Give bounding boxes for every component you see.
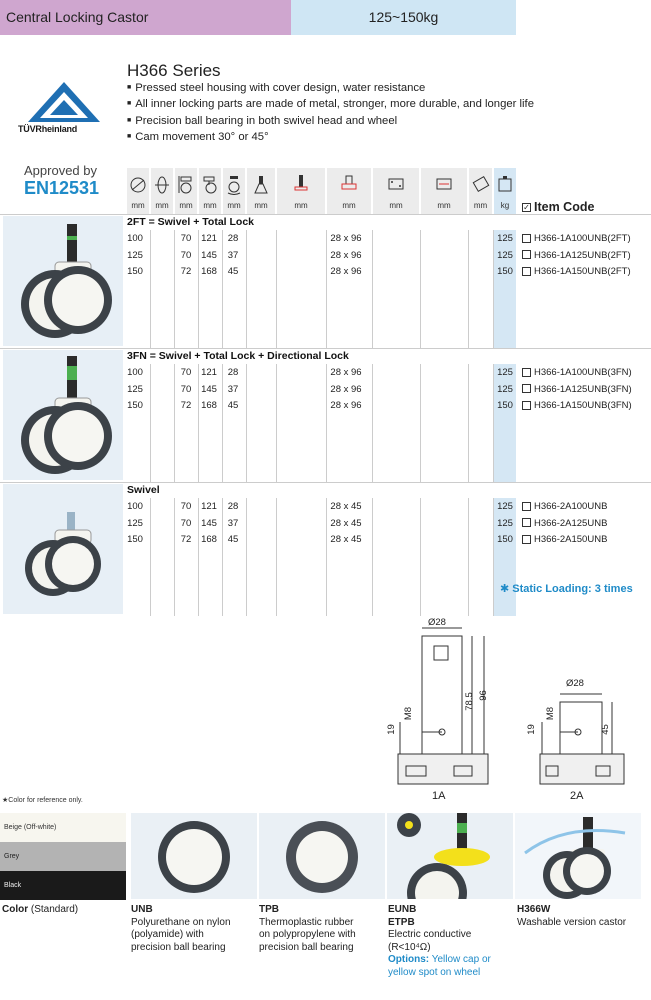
cell-load: 150 <box>497 400 513 411</box>
dim-diameter: Ø28 <box>428 617 446 628</box>
approval-standard: EN12531 <box>24 178 100 198</box>
item-code-text: H366-2A150UNB <box>534 534 608 545</box>
unit-label: mm <box>254 201 268 210</box>
grid-line <box>174 498 175 616</box>
grid-line <box>276 230 277 348</box>
feature-item: ■ Precision ball bearing in both swivel head and wheel <box>127 114 534 130</box>
header-category-title: Central Locking Castor <box>6 9 149 25</box>
cell-diameter: 125 <box>127 517 143 529</box>
grid-line <box>372 230 373 348</box>
cell-diameter: 100 <box>127 501 143 512</box>
unit-label: mm <box>179 201 193 210</box>
color-caption: Color (Standard) <box>2 904 79 915</box>
plate-height-icon <box>252 173 270 195</box>
cell-width: 70 <box>180 233 192 244</box>
item-code-text: H366-1A100UNB(3FN) <box>534 367 632 378</box>
cell-plate: 28 x 96 <box>330 266 362 277</box>
grid-line <box>326 364 327 482</box>
item-checkbox[interactable] <box>522 368 531 377</box>
item-code[interactable] <box>522 400 632 411</box>
cell-width: 72 <box>180 534 192 545</box>
item-checkbox[interactable] <box>522 384 531 393</box>
item-code-text: H366-1A150UNB(3FN) <box>534 400 632 411</box>
dim-label: 19 <box>385 724 397 735</box>
section-title: Swivel <box>127 484 160 496</box>
grid-line <box>246 230 247 348</box>
cell-offset: 45 <box>227 266 239 277</box>
item-code-text: H366-1A100UNB(2FT) <box>534 233 631 244</box>
cell-width: 72 <box>180 400 192 411</box>
cell-height: 121 <box>201 367 217 378</box>
wheel-unb-icon <box>131 813 257 899</box>
color-note: ★Color for reference only. <box>2 797 83 804</box>
item-code[interactable] <box>522 367 632 378</box>
load-column-band <box>494 364 516 482</box>
grid-line <box>246 498 247 616</box>
grid-line <box>150 498 151 616</box>
unit-label: mm <box>473 201 488 210</box>
plate-size-icon <box>340 173 358 195</box>
item-code[interactable] <box>522 384 632 395</box>
cell-load: 125 <box>497 501 513 512</box>
cell-height: 121 <box>201 501 217 512</box>
swatch-black: Black <box>0 871 126 900</box>
hole-size-icon <box>472 173 490 195</box>
castor-image-2ft <box>3 216 123 346</box>
castor-image-swivel <box>3 484 123 614</box>
cell-width: 72 <box>180 266 192 277</box>
col-swivel-radius <box>223 168 245 214</box>
wheel-width-icon <box>153 173 171 195</box>
grid-line <box>150 364 151 482</box>
swivel-offset-icon <box>201 173 219 195</box>
cell-offset: 37 <box>227 383 239 395</box>
cell-plate: 28 x 45 <box>330 517 362 529</box>
grid-line <box>246 364 247 482</box>
header-load-band <box>291 0 516 35</box>
cell-height: 145 <box>201 383 217 395</box>
feature-item: ■ All inner locking parts are made of metal, stronger, more durable, and longer life <box>127 97 534 113</box>
grid-line <box>222 364 223 482</box>
feature-item: ■ Pressed steel housing with cover design, water resistance <box>127 81 534 97</box>
col-offset <box>199 168 221 214</box>
item-code-text: H366-1A125UNB(2FT) <box>534 249 631 261</box>
checkbox-icon: ✓ <box>523 203 530 213</box>
cell-diameter: 100 <box>127 233 143 244</box>
dim-label: M8 <box>545 706 557 721</box>
section-title: 3FN = Swivel + Total Lock + Directional Lock <box>127 350 349 362</box>
material-unb: UNB Polyurethane on nylon (polyamide) with precision ball bearing <box>131 904 231 953</box>
item-checkbox[interactable] <box>522 250 531 259</box>
cell-plate: 28 x 96 <box>330 249 362 261</box>
grid-line <box>372 498 373 616</box>
cell-offset: 45 <box>227 400 239 411</box>
cell-width: 70 <box>180 517 192 529</box>
castor-swivel-icon <box>3 484 123 614</box>
swivel-radius-icon <box>225 173 243 195</box>
load-column-band <box>494 230 516 348</box>
col-plate-size <box>327 168 371 214</box>
grid-line <box>198 364 199 482</box>
item-code-text: H366-1A150UNB(2FT) <box>534 266 631 277</box>
unit-label: mm <box>131 201 145 210</box>
grid-line <box>468 364 469 482</box>
cell-diameter: 125 <box>127 249 143 261</box>
thumb-eunb <box>387 813 513 899</box>
feature-list <box>127 81 534 147</box>
cell-load: 150 <box>497 266 513 277</box>
cell-height: 121 <box>201 233 217 244</box>
grid-line <box>326 230 327 348</box>
cell-diameter: 100 <box>127 367 143 378</box>
grid-line <box>198 498 199 616</box>
item-code[interactable] <box>522 233 631 244</box>
plate-dims-icon <box>387 173 405 195</box>
grid-line <box>198 230 199 348</box>
drawing-label-1a: 1A <box>432 790 446 802</box>
thumb-h366w <box>515 813 641 899</box>
grid-line <box>276 498 277 616</box>
cell-offset: 28 <box>227 501 239 512</box>
dim-label: M8 <box>403 706 415 721</box>
grid-line <box>468 498 469 616</box>
item-code-text: H366-2A125UNB <box>534 517 608 529</box>
cell-plate: 28 x 96 <box>330 383 362 395</box>
item-checkbox[interactable] <box>522 401 531 410</box>
col-stem-size <box>277 168 325 214</box>
cell-height: 145 <box>201 517 217 529</box>
cell-diameter: 150 <box>127 534 143 545</box>
item-code[interactable] <box>522 534 607 545</box>
unit-label: mm <box>437 201 451 210</box>
section-title: 2FT = Swivel + Total Lock <box>127 216 255 228</box>
section-divider <box>0 348 651 349</box>
material-tpb: TPB Thermoplastic rubber on polypropylene with precision ball bearing <box>259 904 356 953</box>
grid-line <box>276 364 277 482</box>
col-hole-size <box>469 168 492 214</box>
material-h366w: H366W Washable version castor <box>517 904 627 928</box>
cell-height: 145 <box>201 249 217 261</box>
cell-width: 70 <box>180 367 192 378</box>
dim-label: 96 <box>477 690 489 701</box>
grid-line <box>493 498 494 616</box>
cell-load: 150 <box>497 534 513 545</box>
total-height-icon <box>177 173 195 195</box>
approved-by-label: Approved by <box>24 163 97 178</box>
tuv-brand-text: TÜVRheinland <box>18 124 78 134</box>
grid-line <box>326 498 327 616</box>
technical-drawings <box>360 612 650 807</box>
cell-height: 168 <box>201 400 217 411</box>
cell-height: 168 <box>201 266 217 277</box>
cell-offset: 37 <box>227 517 239 529</box>
cell-width: 70 <box>180 383 192 395</box>
col-plate-dims <box>373 168 419 214</box>
wheel-diameter-icon <box>129 173 147 195</box>
grid-line <box>222 498 223 616</box>
dim-label: 78.5 <box>463 692 475 711</box>
item-code[interactable] <box>522 250 631 261</box>
grid-line <box>420 498 421 616</box>
col-load-capacity <box>494 168 516 214</box>
item-code[interactable] <box>522 518 607 529</box>
washable-castor-icon <box>515 813 641 899</box>
stem-size-icon <box>292 173 310 195</box>
load-column-band <box>494 498 516 616</box>
cell-load: 125 <box>497 517 513 529</box>
section-divider <box>0 214 651 215</box>
dim-diameter: Ø28 <box>566 678 584 689</box>
unit-label: mm <box>227 201 241 210</box>
castor-2ft-icon <box>3 216 123 346</box>
grid-line <box>493 364 494 482</box>
item-code-text: H366-1A125UNB(3FN) <box>534 383 632 395</box>
castor-image-3fn <box>3 350 123 480</box>
cell-height: 168 <box>201 534 217 545</box>
swatch-grey: Grey <box>0 842 126 871</box>
dim-label: 19 <box>525 724 537 735</box>
series-title: H366 Series <box>127 61 221 80</box>
item-checkbox[interactable] <box>522 535 531 544</box>
item-checkbox[interactable] <box>522 502 531 511</box>
cell-plate: 28 x 45 <box>330 501 362 512</box>
item-code[interactable] <box>522 266 631 277</box>
grid-line <box>420 230 421 348</box>
item-code-text: H366-2A100UNB <box>534 501 608 512</box>
static-loading-note: ✱ Static Loading: 3 times <box>500 583 633 595</box>
bolt-hole-icon <box>435 173 453 195</box>
feature-item: ■ Cam movement 30° or 45° <box>127 130 534 146</box>
col-wheel-diameter <box>127 168 149 214</box>
castor-3fn-icon <box>3 350 123 480</box>
unit-label: mm <box>389 201 403 210</box>
cell-offset: 45 <box>227 534 239 545</box>
grid-line <box>468 230 469 348</box>
grid-line <box>372 364 373 482</box>
col-total-height <box>175 168 197 214</box>
thumb-tpb <box>259 813 385 899</box>
header-load-range: 125~150kg <box>368 9 439 25</box>
unit-label: mm <box>155 201 169 210</box>
grid-line <box>222 230 223 348</box>
col-plate-height <box>247 168 275 214</box>
item-code-header: ✓ Item Code <box>523 200 595 214</box>
col-wheel-width <box>151 168 173 214</box>
conductive-castor-icon <box>387 813 513 899</box>
cell-offset: 37 <box>227 249 239 261</box>
cell-load: 125 <box>497 383 513 395</box>
grid-line <box>420 364 421 482</box>
item-checkbox[interactable] <box>522 518 531 527</box>
dim-label: 45 <box>599 724 611 735</box>
cell-plate: 28 x 96 <box>330 400 362 411</box>
material-eunb: EUNB ETPB Electric conductive (R<10⁴Ω) Options: Yellow cap or yellow spot on wheel <box>388 904 491 978</box>
drawing-label-2a: 2A <box>570 790 584 802</box>
col-bolt-hole <box>421 168 467 214</box>
unit-label: mm <box>342 201 356 210</box>
cell-plate: 28 x 96 <box>330 233 362 244</box>
item-code[interactable] <box>522 501 607 512</box>
grid-line <box>493 230 494 348</box>
section-divider <box>0 482 651 483</box>
cell-width: 70 <box>180 501 192 512</box>
cell-load: 125 <box>497 233 513 244</box>
unit-label: mm <box>203 201 217 210</box>
item-checkbox[interactable] <box>522 267 531 276</box>
thumb-unb <box>131 813 257 899</box>
weight-icon <box>496 173 514 195</box>
asterisk-icon: ✱ <box>500 583 513 595</box>
cell-offset: 28 <box>227 367 239 378</box>
header-category-band <box>0 0 291 35</box>
grid-line <box>150 230 151 348</box>
unit-label: kg <box>500 201 510 210</box>
cell-plate: 28 x 96 <box>330 367 362 378</box>
cell-diameter: 150 <box>127 400 143 411</box>
item-checkbox[interactable] <box>522 234 531 243</box>
cell-diameter: 125 <box>127 383 143 395</box>
cell-load: 125 <box>497 367 513 378</box>
unit-label: mm <box>294 201 308 210</box>
swatch-beige: Beige (Off-white) <box>0 813 126 842</box>
cell-offset: 28 <box>227 233 239 244</box>
cell-plate: 28 x 45 <box>330 534 362 545</box>
cell-width: 70 <box>180 249 192 261</box>
cell-diameter: 150 <box>127 266 143 277</box>
grid-line <box>174 230 175 348</box>
grid-line <box>174 364 175 482</box>
cell-load: 125 <box>497 249 513 261</box>
wheel-tpb-icon <box>259 813 385 899</box>
